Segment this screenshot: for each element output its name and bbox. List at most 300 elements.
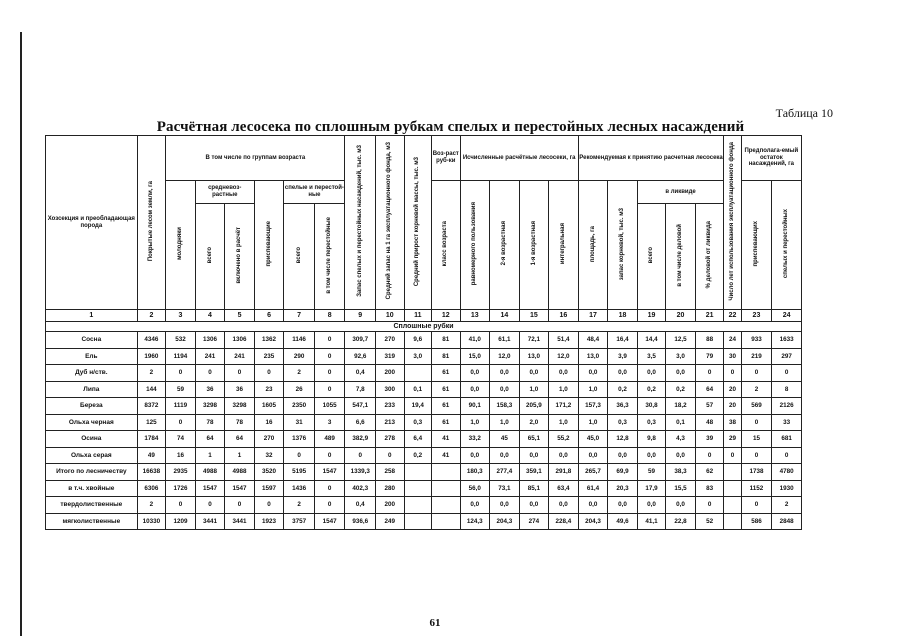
table-cell: 0,2 <box>666 381 696 398</box>
table-cell: 402,3 <box>345 480 376 497</box>
header-overmature: в том числе перестойные <box>314 204 345 310</box>
table-cell: 0 <box>345 447 376 464</box>
row-label: Итого по лесничеству <box>46 464 138 481</box>
header-business-pct: % деловой от ликвида <box>695 204 724 310</box>
table-cell: 0 <box>741 497 772 514</box>
table-cell: 359,1 <box>519 464 549 481</box>
table-cell: 270 <box>376 332 405 349</box>
table-cell: 1726 <box>166 480 196 497</box>
table-cell: 1930 <box>772 480 802 497</box>
table-cell: 16638 <box>137 464 166 481</box>
table-row <box>46 332 802 349</box>
header-mid-age: средневоз-растные <box>195 181 254 204</box>
table-cell: 144 <box>137 381 166 398</box>
table-cell: 4780 <box>772 464 802 481</box>
table-cell: 0,3 <box>608 414 638 431</box>
table-cell: 64 <box>695 381 724 398</box>
header-mid-total: всего <box>195 204 225 310</box>
table-cell: 0,0 <box>666 365 696 382</box>
table-cell: 74 <box>166 431 196 448</box>
table-row <box>46 365 802 382</box>
table-cell: 56,0 <box>460 480 490 497</box>
header-maturing: приспевающие <box>254 181 284 310</box>
table-cell: 0,2 <box>608 381 638 398</box>
table-cell: 31 <box>284 414 315 431</box>
table-cell <box>724 464 741 481</box>
header-liquid-total: всего <box>637 204 666 310</box>
table-cell: 16 <box>254 414 284 431</box>
table-cell: 3441 <box>225 513 255 530</box>
table-cell: 1146 <box>284 332 315 349</box>
table-cell: 1209 <box>166 513 196 530</box>
header-age-groups: В том числе по группам возраста <box>166 136 345 181</box>
table-cell: 0 <box>741 365 772 382</box>
table-cell: 213 <box>376 414 405 431</box>
table-cell: 0,0 <box>637 497 666 514</box>
table-cell: 3520 <box>254 464 284 481</box>
table-cell: 17,9 <box>637 480 666 497</box>
table-cell: 55,2 <box>549 431 579 448</box>
column-number: 12 <box>432 310 461 322</box>
table-cell: 49 <box>137 447 166 464</box>
table-cell: 26 <box>284 381 315 398</box>
header-rem-mature: спелых и перестойных <box>772 181 802 310</box>
header-cut-age: класс возраста <box>432 181 461 310</box>
header-uniform: равномерного пользования <box>460 181 490 310</box>
table-cell: 382,9 <box>345 431 376 448</box>
table-cell <box>432 513 461 530</box>
column-number: 9 <box>345 310 376 322</box>
table-cell: 125 <box>137 414 166 431</box>
table-cell: 85,1 <box>519 480 549 497</box>
table-cell: 274 <box>519 513 549 530</box>
table-cell: 3757 <box>284 513 315 530</box>
table-cell: 0,0 <box>519 497 549 514</box>
table-cell: 0,0 <box>578 447 608 464</box>
table-cell: 233 <box>376 398 405 415</box>
table-cell: 241 <box>195 348 225 365</box>
table-cell: 1055 <box>314 398 345 415</box>
table-cell: 3,0 <box>666 348 696 365</box>
table-cell: 2935 <box>166 464 196 481</box>
table-cell: 0 <box>225 497 255 514</box>
table-cell: 2848 <box>772 513 802 530</box>
table-cell: 4,3 <box>666 431 696 448</box>
table-cell: 1152 <box>741 480 772 497</box>
table-cell: 16,4 <box>608 332 638 349</box>
table-row <box>46 480 802 497</box>
column-number: 4 <box>195 310 225 322</box>
table-cell: 59 <box>637 464 666 481</box>
section-label: Сплошные рубки <box>46 322 802 332</box>
table-cell: 0 <box>166 365 196 382</box>
table-cell: 92,6 <box>345 348 376 365</box>
table-cell: 1784 <box>137 431 166 448</box>
column-number: 16 <box>549 310 579 322</box>
table-cell: 265,7 <box>578 464 608 481</box>
table-cell: 0,0 <box>549 497 579 514</box>
table-cell: 41 <box>432 431 461 448</box>
table-cell: 291,8 <box>549 464 579 481</box>
table-row <box>46 431 802 448</box>
table-cell <box>404 464 432 481</box>
column-number: 7 <box>284 310 315 322</box>
row-label: Ольха серая <box>46 447 138 464</box>
table-row <box>46 447 802 464</box>
column-number: 10 <box>376 310 405 322</box>
table-cell: 2 <box>741 381 772 398</box>
table-cell: 157,3 <box>578 398 608 415</box>
column-number: 11 <box>404 310 432 322</box>
table-cell: 1597 <box>254 480 284 497</box>
header-area: площадь, га <box>578 181 608 310</box>
table-cell <box>404 513 432 530</box>
table-cell: 0,0 <box>578 365 608 382</box>
table-cell: 24 <box>724 332 741 349</box>
table-cell <box>404 497 432 514</box>
table-cell: 277,4 <box>490 464 520 481</box>
table-cell: 6,4 <box>404 431 432 448</box>
table-cell: 180,3 <box>460 464 490 481</box>
table-cell: 1738 <box>741 464 772 481</box>
table-cell: 61,1 <box>490 332 520 349</box>
table-cell: 0,0 <box>549 447 579 464</box>
row-label: Липа <box>46 381 138 398</box>
table-cell: 19,4 <box>404 398 432 415</box>
table-cell: 45 <box>490 431 520 448</box>
column-number: 18 <box>608 310 638 322</box>
table-cell: 16 <box>166 447 196 464</box>
table-cell: 0,0 <box>519 365 549 382</box>
header-remainder: Предполага-емый остаток насаждений, га <box>741 136 801 181</box>
table-cell: 49,6 <box>608 513 638 530</box>
table-cell: 12,0 <box>490 348 520 365</box>
table-cell: 2 <box>284 365 315 382</box>
header-mature-over: спелые и перестой- ные <box>284 181 345 204</box>
table-cell: 64 <box>195 431 225 448</box>
table-cell: 319 <box>376 348 405 365</box>
header-liquid: в ликвиде <box>637 181 724 204</box>
table-cell: 1362 <box>254 332 284 349</box>
table-cell: 228,4 <box>549 513 579 530</box>
table-cell: 1,0 <box>578 414 608 431</box>
table-cell: 586 <box>741 513 772 530</box>
table-cell: 0 <box>724 447 741 464</box>
table-cell: 0,4 <box>345 365 376 382</box>
table-cell: 41,0 <box>460 332 490 349</box>
table-cell: 297 <box>772 348 802 365</box>
table-cell: 79 <box>695 348 724 365</box>
table-cell: 39 <box>695 431 724 448</box>
table-cell: 241 <box>225 348 255 365</box>
header-recommended: Рекомендуемая к принятию расчетная лесосека <box>578 136 724 181</box>
table-cell: 10330 <box>137 513 166 530</box>
table-cell <box>724 497 741 514</box>
table-cell: 158,3 <box>490 398 520 415</box>
table-cell: 48 <box>695 414 724 431</box>
table-cell: 48,4 <box>578 332 608 349</box>
table-cell: 30,8 <box>637 398 666 415</box>
table-cell: 88 <box>695 332 724 349</box>
table-cell: 0 <box>772 365 802 382</box>
table-cell: 2350 <box>284 398 315 415</box>
row-label: Ель <box>46 348 138 365</box>
table-cell: 81 <box>432 348 461 365</box>
table-row <box>46 464 802 481</box>
table-cell: 2 <box>137 497 166 514</box>
table-cell: 0 <box>284 447 315 464</box>
column-number: 17 <box>578 310 608 322</box>
table-cell: 29 <box>724 431 741 448</box>
table-cell: 0 <box>741 414 772 431</box>
table-cell: 1547 <box>314 513 345 530</box>
table-cell: 20,3 <box>608 480 638 497</box>
table-cell: 81 <box>432 332 461 349</box>
table-cell: 20 <box>724 381 741 398</box>
table-cell: 1,0 <box>460 414 490 431</box>
table-cell: 258 <box>376 464 405 481</box>
table-cell: 30 <box>724 348 741 365</box>
table-cell: 0,0 <box>490 381 520 398</box>
table-cell: 12,5 <box>666 332 696 349</box>
table-cell: 1923 <box>254 513 284 530</box>
table-cell: 0 <box>314 365 345 382</box>
table-cell: 235 <box>254 348 284 365</box>
table-cell: 65,1 <box>519 431 549 448</box>
column-number: 1 <box>46 310 138 322</box>
table-cell: 1605 <box>254 398 284 415</box>
column-number: 22 <box>724 310 741 322</box>
table-cell: 0 <box>314 332 345 349</box>
table-cell: 6306 <box>137 480 166 497</box>
table-cell: 0,0 <box>666 497 696 514</box>
table-cell: 20 <box>724 398 741 415</box>
table-cell: 52 <box>695 513 724 530</box>
column-number: 8 <box>314 310 345 322</box>
header-rem-maturing: приспевающих <box>741 181 772 310</box>
table-cell: 1547 <box>225 480 255 497</box>
table-cell: 1547 <box>314 464 345 481</box>
table-cell: 3 <box>314 414 345 431</box>
table-cell: 1 <box>225 447 255 464</box>
table-cell: 3,5 <box>637 348 666 365</box>
table-cell: 0,3 <box>637 414 666 431</box>
table-cell <box>432 480 461 497</box>
table-cell: 1,0 <box>519 381 549 398</box>
table-cell: 8 <box>772 381 802 398</box>
row-label: мягколиственные <box>46 513 138 530</box>
table-cell: 1,0 <box>549 381 579 398</box>
table-cell: 78 <box>195 414 225 431</box>
row-label: твердолиственные <box>46 497 138 514</box>
table-cell: 13,0 <box>578 348 608 365</box>
header-business: в том числе деловой <box>666 204 696 310</box>
header-first-age: 1-я возрастная <box>519 181 549 310</box>
table-cell: 569 <box>741 398 772 415</box>
row-label: Осина <box>46 431 138 448</box>
table-cell: 59 <box>166 381 196 398</box>
header-stock-root: запас корневой, тыс. м3 <box>608 181 638 310</box>
table-cell: 280 <box>376 480 405 497</box>
table-cell: 1194 <box>166 348 196 365</box>
table-cell: 36 <box>195 381 225 398</box>
table-cell: 0 <box>314 381 345 398</box>
table-cell: 32 <box>254 447 284 464</box>
page-title: Расчётная лесосека по сплошным рубкам спелых и перестойных лесных насаждений <box>156 119 745 135</box>
table-cell: 0 <box>254 365 284 382</box>
table-cell: 936,6 <box>345 513 376 530</box>
table-cell: 0,0 <box>460 381 490 398</box>
table-cell: 61,4 <box>578 480 608 497</box>
table-cell: 290 <box>284 348 315 365</box>
table-cell: 2126 <box>772 398 802 415</box>
table-cell: 0,1 <box>404 381 432 398</box>
table-cell: 205,9 <box>519 398 549 415</box>
table-row <box>46 348 802 365</box>
table-cell: 0 <box>195 365 225 382</box>
table-cell: 171,2 <box>549 398 579 415</box>
table-cell: 0,0 <box>637 447 666 464</box>
table-cell: 18,2 <box>666 398 696 415</box>
column-number: 24 <box>772 310 802 322</box>
table-cell: 2 <box>284 497 315 514</box>
row-label: в т.ч. хвойные <box>46 480 138 497</box>
header-second-age: 2-я возрастная <box>490 181 520 310</box>
header-years-use: Число лет использования эксплуатационного фонда <box>724 136 741 310</box>
table-cell: 204,3 <box>490 513 520 530</box>
table-cell: 61 <box>432 365 461 382</box>
table-cell: 0 <box>314 447 345 464</box>
table-cell: 0 <box>314 348 345 365</box>
table-cell: 278 <box>376 431 405 448</box>
table-cell: 1,0 <box>549 414 579 431</box>
table-cell <box>724 480 741 497</box>
table-cell: 0,0 <box>637 365 666 382</box>
table-cell: 78 <box>225 414 255 431</box>
table-cell: 0,0 <box>519 447 549 464</box>
column-number: 5 <box>225 310 255 322</box>
table-cell: 0 <box>166 414 196 431</box>
table-cell: 1436 <box>284 480 315 497</box>
column-number-row <box>46 310 802 322</box>
table-cell: 3,9 <box>608 348 638 365</box>
table-cell: 73,1 <box>490 480 520 497</box>
column-number: 23 <box>741 310 772 322</box>
table-cell: 7,8 <box>345 381 376 398</box>
table-cell: 15,5 <box>666 480 696 497</box>
header-hozsection: Хозсекция и преобладающая порода <box>46 136 138 310</box>
table-row <box>46 414 802 431</box>
table-cell: 9,8 <box>637 431 666 448</box>
table-cell: 0,0 <box>608 497 638 514</box>
table-cell: 3298 <box>195 398 225 415</box>
table-cell: 12,8 <box>608 431 638 448</box>
table-cell: 61 <box>432 398 461 415</box>
column-number: 21 <box>695 310 724 322</box>
table-cell: 0,0 <box>549 365 579 382</box>
header-young: молодняки <box>166 181 196 310</box>
table-cell: 45,0 <box>578 431 608 448</box>
table-cell <box>404 365 432 382</box>
table-cell: 3298 <box>225 398 255 415</box>
table-cell: 1376 <box>284 431 315 448</box>
table-cell: 0 <box>195 497 225 514</box>
table-row <box>46 398 802 415</box>
column-number: 13 <box>460 310 490 322</box>
table-cell: 33 <box>772 414 802 431</box>
table-cell: 1119 <box>166 398 196 415</box>
column-number: 3 <box>166 310 196 322</box>
table-cell: 0 <box>254 497 284 514</box>
table-cell: 0 <box>695 365 724 382</box>
table-cell: 9,6 <box>404 332 432 349</box>
table-cell: 36,3 <box>608 398 638 415</box>
table-cell: 6,6 <box>345 414 376 431</box>
table-body <box>46 332 802 530</box>
table-cell: 0 <box>314 480 345 497</box>
table-cell <box>404 480 432 497</box>
table-cell: 0 <box>724 365 741 382</box>
table-cell: 0 <box>772 447 802 464</box>
column-number: 6 <box>254 310 284 322</box>
table-header <box>46 136 802 332</box>
table-cell: 0,4 <box>345 497 376 514</box>
table-cell: 1633 <box>772 332 802 349</box>
table-cell: 249 <box>376 513 405 530</box>
table-cell: 681 <box>772 431 802 448</box>
table-cell: 3,0 <box>404 348 432 365</box>
table-cell: 0 <box>695 497 724 514</box>
table-cell: 90,1 <box>460 398 490 415</box>
table-cell: 300 <box>376 381 405 398</box>
table-cell: 200 <box>376 497 405 514</box>
page-number: 61 <box>429 617 441 629</box>
felling-table <box>45 135 802 530</box>
table-cell: 36 <box>225 381 255 398</box>
table-cell: 72,1 <box>519 332 549 349</box>
table-row <box>46 381 802 398</box>
table-cell: 5195 <box>284 464 315 481</box>
table-cell: 0,0 <box>460 497 490 514</box>
table-cell: 219 <box>741 348 772 365</box>
table-cell: 309,7 <box>345 332 376 349</box>
table-cell: 1 <box>195 447 225 464</box>
table-cell: 12,0 <box>549 348 579 365</box>
table-cell: 64 <box>225 431 255 448</box>
table-cell: 2 <box>772 497 802 514</box>
table-cell: 0,0 <box>608 365 638 382</box>
table-row <box>46 497 802 514</box>
table-row <box>46 513 802 530</box>
table-cell <box>432 497 461 514</box>
table-cell: 15 <box>741 431 772 448</box>
table-cell: 0,0 <box>460 365 490 382</box>
table-cell: 2,0 <box>519 414 549 431</box>
table-cell: 489 <box>314 431 345 448</box>
table-cell: 270 <box>254 431 284 448</box>
table-cell: 62 <box>695 464 724 481</box>
table-cell: 83 <box>695 480 724 497</box>
column-number: 2 <box>137 310 166 322</box>
column-number: 20 <box>666 310 696 322</box>
table-cell: 0,3 <box>404 414 432 431</box>
row-label: Береза <box>46 398 138 415</box>
table-cell: 13,0 <box>519 348 549 365</box>
table-cell: 0 <box>376 447 405 464</box>
table-cell: 4988 <box>225 464 255 481</box>
table-cell: 8372 <box>137 398 166 415</box>
header-in-calc: включено в расчёт <box>225 204 255 310</box>
